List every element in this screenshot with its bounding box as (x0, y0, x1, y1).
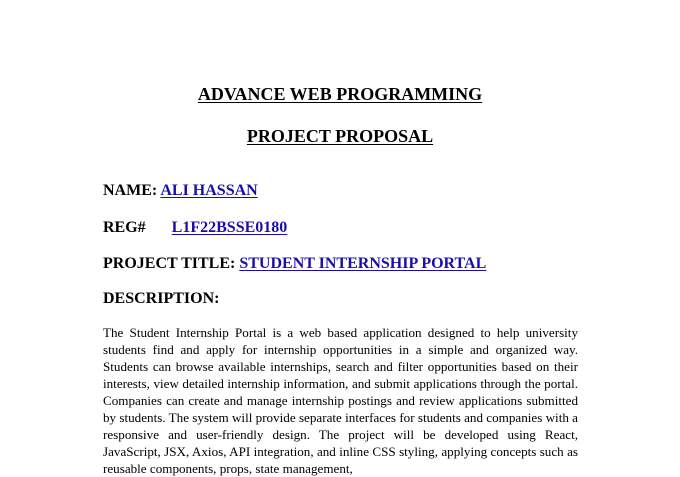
document-title: ADVANCE WEB PROGRAMMING (197, 84, 483, 104)
name-label: NAME: (103, 182, 158, 199)
document-subtitle: PROJECT PROPOSAL (246, 126, 434, 146)
description-heading: DESCRIPTION: (103, 290, 220, 307)
name-value[interactable]: ALI HASSAN (160, 182, 258, 199)
reg-value[interactable]: L1F22BSSE0180 (171, 219, 288, 236)
description-body: The Student Internship Portal is a web based application designed to help university students find and apply for internship opportunities in a simple and organized way. Students can browse available internships, search and filter opportunities based on their interests, view detailed internship information, and submit applications through the portal. Companies can create and manage internship postings and review applications submitted by students. The system will provide separate interfaces for students and companies with a responsive and user-friendly design. The project will be developed using React, JavaScript, JSX, Axios, API integration, and inline CSS styling, applying concepts such as reusable components, props, state management, (103, 325, 578, 476)
project-title-label: PROJECT TITLE: (103, 255, 236, 272)
name-field (103, 182, 258, 200)
reg-label: REG# (103, 219, 146, 236)
project-title-field (103, 255, 486, 273)
reg-field (103, 219, 287, 237)
project-title-value[interactable]: STUDENT INTERNSHIP PORTAL (239, 255, 487, 272)
